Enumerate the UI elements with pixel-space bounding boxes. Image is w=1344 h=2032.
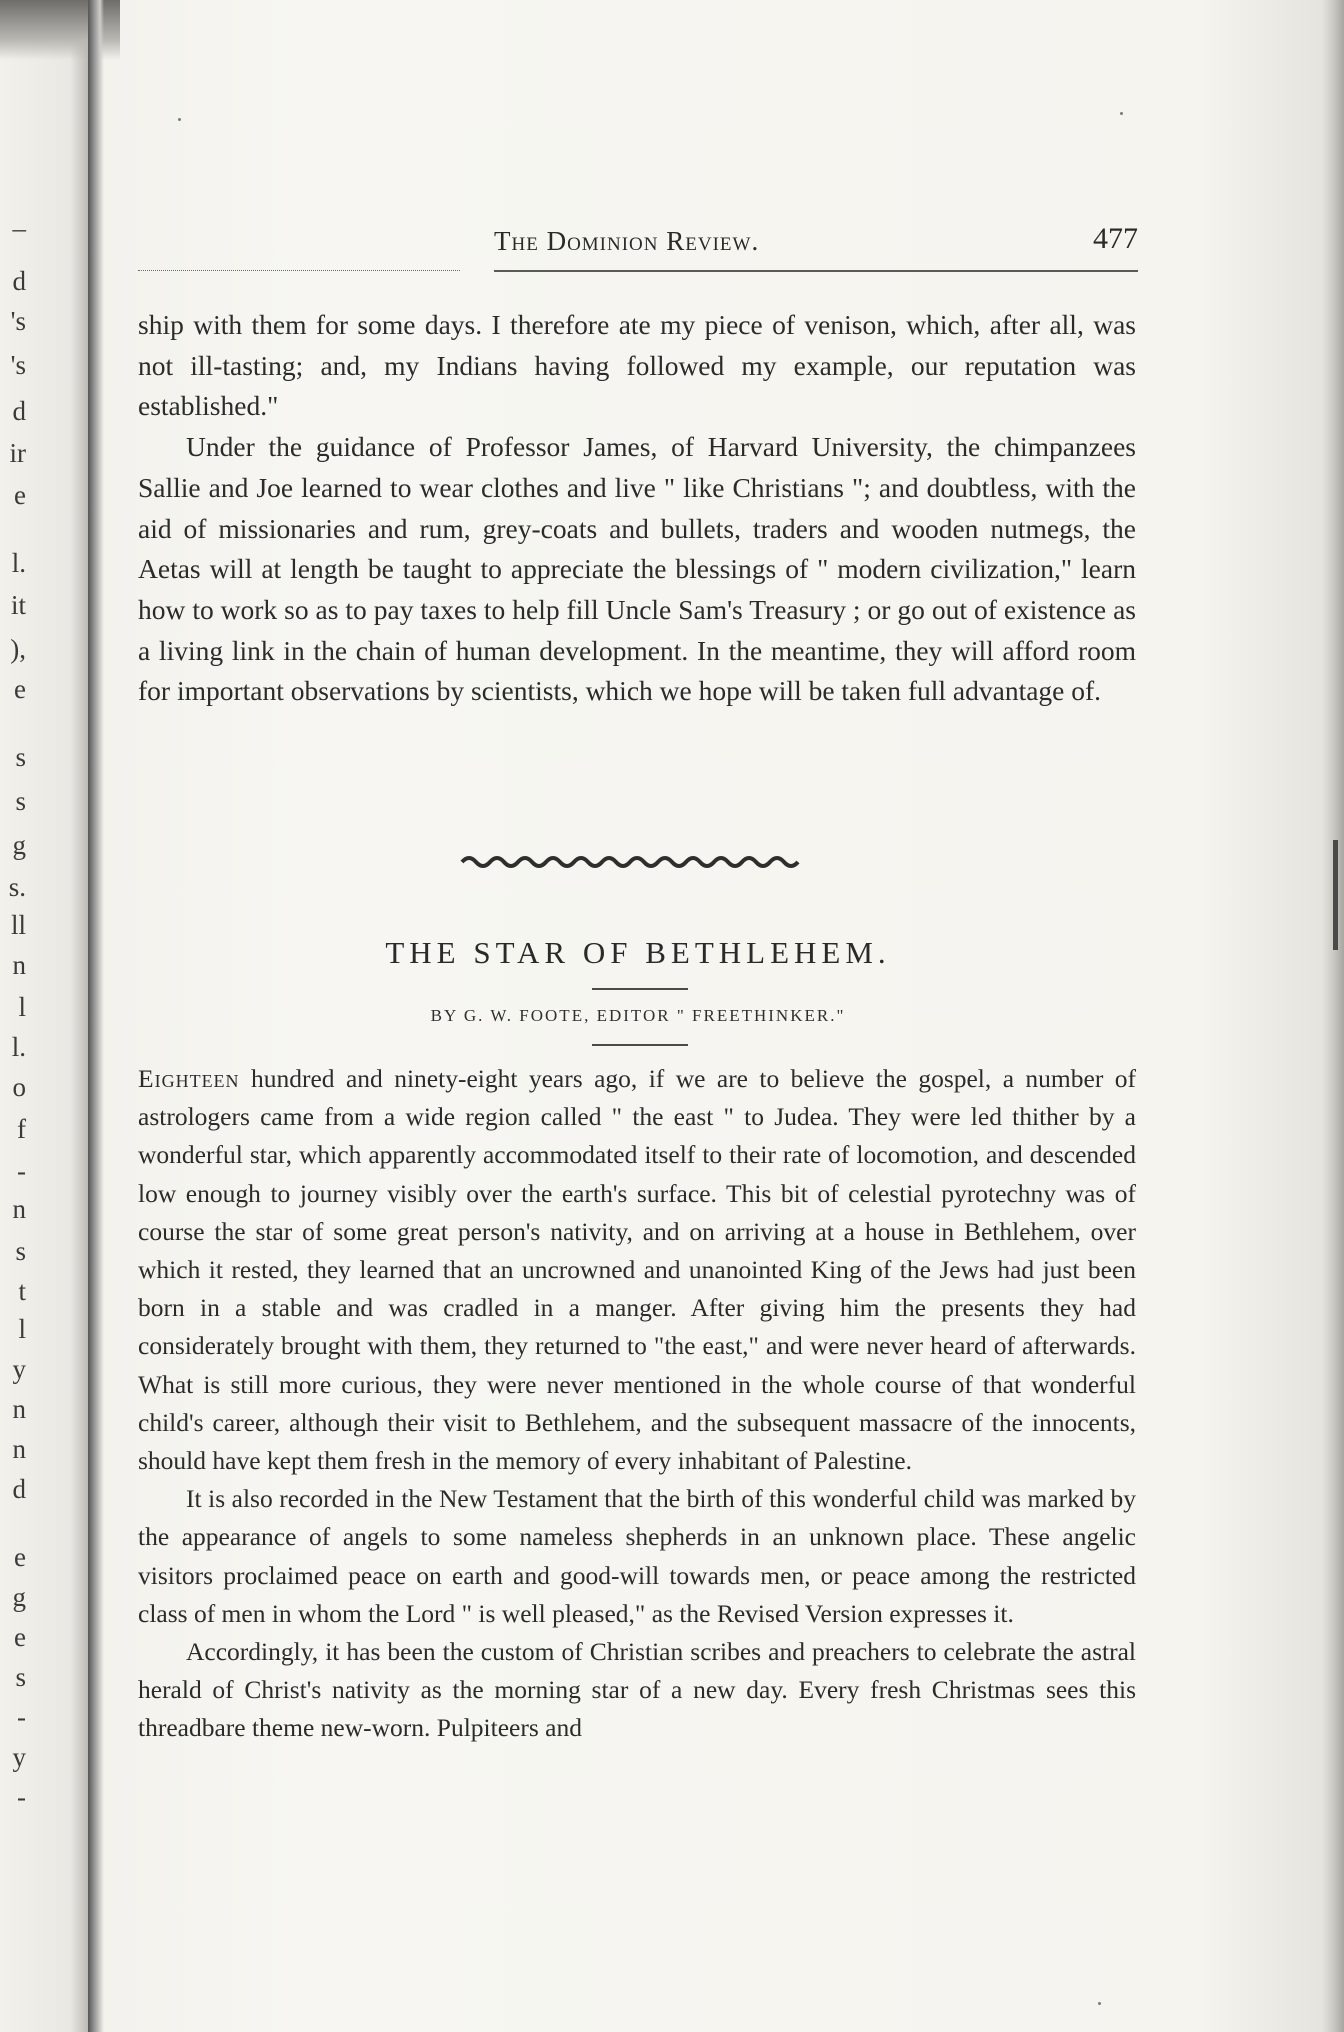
- facing-page-fragment: –: [12, 213, 26, 243]
- paragraph-text: hundred and ninety-eight years ago, if we are to believe the gospel, a number of astrologers came from a wide region called " the east " to Judea. They were led thither by a wonderful star, which apparently accommodated itself to their rate of locomotion, and descended low enough to journey visibly over the earth's surface. This bit of celestial pyrotechny was of course the star of some great person's nativity, and on arriving at a house in Bethlehem, over which it rested, they learned that an uncrowned and unanointed King of the Jews had just been born in a stable and was cradled in a manger. After giving him the presents they had considerately brought with them, they returned to "the east," and were never heard of afterwards. What is still more curious, they were never mentioned in the whole course of that wonderful child's career, although their visit to Bethlehem, and the subsequent massacre of the innocents, should have kept them fresh in the memory of every inhabitant of Palestine.: [138, 1064, 1136, 1476]
- facing-page-fragment: it: [10, 590, 26, 620]
- facing-page-fragment: n: [12, 1434, 26, 1464]
- facing-page-fragment: s: [15, 1662, 26, 1692]
- title-rule: [592, 988, 688, 990]
- byline-rule: [592, 1044, 688, 1046]
- facing-page-fragment: d: [12, 1474, 26, 1504]
- running-head-rule-right: [494, 270, 1138, 272]
- facing-page-fragment: o: [12, 1072, 26, 1102]
- facing-page-fragment: s: [15, 786, 26, 816]
- scan-speck: [1120, 112, 1123, 115]
- scan-speck: [1098, 2002, 1101, 2005]
- facing-page-fragment: e: [14, 480, 26, 510]
- journal-title: The Dominion Review.: [494, 226, 760, 256]
- facing-page-fragment: ll: [10, 910, 26, 940]
- running-head-rule-left: [138, 270, 460, 271]
- paragraph: [138, 1060, 1136, 1480]
- facing-page-fragment: ir: [9, 438, 26, 468]
- facing-page-fragment: s.: [8, 872, 26, 902]
- page-number: 477: [1093, 222, 1138, 255]
- facing-page-fragment: ),: [10, 634, 26, 664]
- facing-page-fragment: -: [17, 1782, 26, 1812]
- previous-article-ending: [138, 305, 1136, 712]
- facing-page-fragment: e: [14, 674, 26, 704]
- facing-page-fragment: f: [17, 1114, 26, 1144]
- paragraph: Accordingly, it has been the custom of Christian scribes and preachers to celebrate the astral herald of Christ's nativity as the morning star of a new day. Every fresh Christmas sees this threadbare theme new-worn. Pulpiteers and: [138, 1637, 1136, 1743]
- facing-page-fragment: l.: [11, 1032, 26, 1062]
- facing-page-fragment: s: [15, 1236, 26, 1266]
- facing-page-fragment: g: [12, 1582, 26, 1612]
- facing-page-fragment: n: [12, 950, 26, 980]
- facing-page-fragment: l.: [11, 548, 26, 578]
- book-gutter: [88, 0, 104, 2032]
- facing-page-fragment: e: [14, 1542, 26, 1572]
- wavy-divider-ornament: [460, 850, 810, 874]
- facing-page-fragment: g: [12, 830, 26, 860]
- facing-page-fragment: n: [12, 1394, 26, 1424]
- facing-page-fragment: 's: [10, 306, 26, 336]
- facing-page-fragment: n: [12, 1194, 26, 1224]
- facing-page-fragment: s: [15, 742, 26, 772]
- facing-page-fragment: y: [12, 1742, 26, 1772]
- facing-page-fragment: y: [12, 1354, 26, 1384]
- facing-page-fragment: 's: [10, 350, 26, 380]
- facing-page-fragment: l: [18, 992, 26, 1022]
- facing-page-fragment: d: [12, 396, 26, 426]
- facing-page-fragment: d: [12, 266, 26, 296]
- facing-page-fragment: e: [14, 1622, 26, 1652]
- scan-speck: [178, 118, 181, 121]
- scan-edge-mark: [1333, 840, 1338, 950]
- paragraph: Under the guidance of Professor James, of Harvard University, the chimpanzees Sallie and Joe learned to wear clothes and live " like Christians "; and doubtless, with the aid of missionaries and rum, grey-coats and bullets, traders and wooden nutmegs, the Aetas will at length be taught to appreciate the blessings of " modern civilization," learn how to work so as to pay taxes to help fill Uncle Sam's Treasury ; or go out of existence as a living link in the chain of human development. In the meantime, they will afford room for important observations by scientists, which we hope will be taken full advantage of.: [138, 431, 1136, 707]
- facing-page-fragment: t: [18, 1276, 26, 1306]
- article-body: [138, 1060, 1136, 1748]
- page-edge-right: [1322, 0, 1344, 2032]
- article-byline: BY G. W. FOOTE, EDITOR " FREETHINKER.": [430, 1006, 846, 1025]
- running-head: [138, 222, 1138, 272]
- paragraph: ship with them for some days. I therefore ate my piece of venison, which, after all, was not ill-tasting; and, my Indians having followed my example, our reputation was established.": [138, 309, 1136, 422]
- facing-page-fragment: l: [18, 1314, 26, 1344]
- article-title: THE STAR OF BETHLEHEM.: [385, 935, 891, 970]
- lead-word: Eighteen: [138, 1064, 240, 1093]
- facing-page-fragment: -: [17, 1156, 26, 1186]
- facing-page-fragment: -: [17, 1702, 26, 1732]
- paragraph: It is also recorded in the New Testament that the birth of this wonderful child was marked by the appearance of angels to some nameless shepherds in an unknown place. These angelic visitors proclaimed peace on earth and good-will towards men, or peace among the restricted class of men in whom the Lord " is well pleased," as the Revised Version expresses it.: [138, 1484, 1136, 1628]
